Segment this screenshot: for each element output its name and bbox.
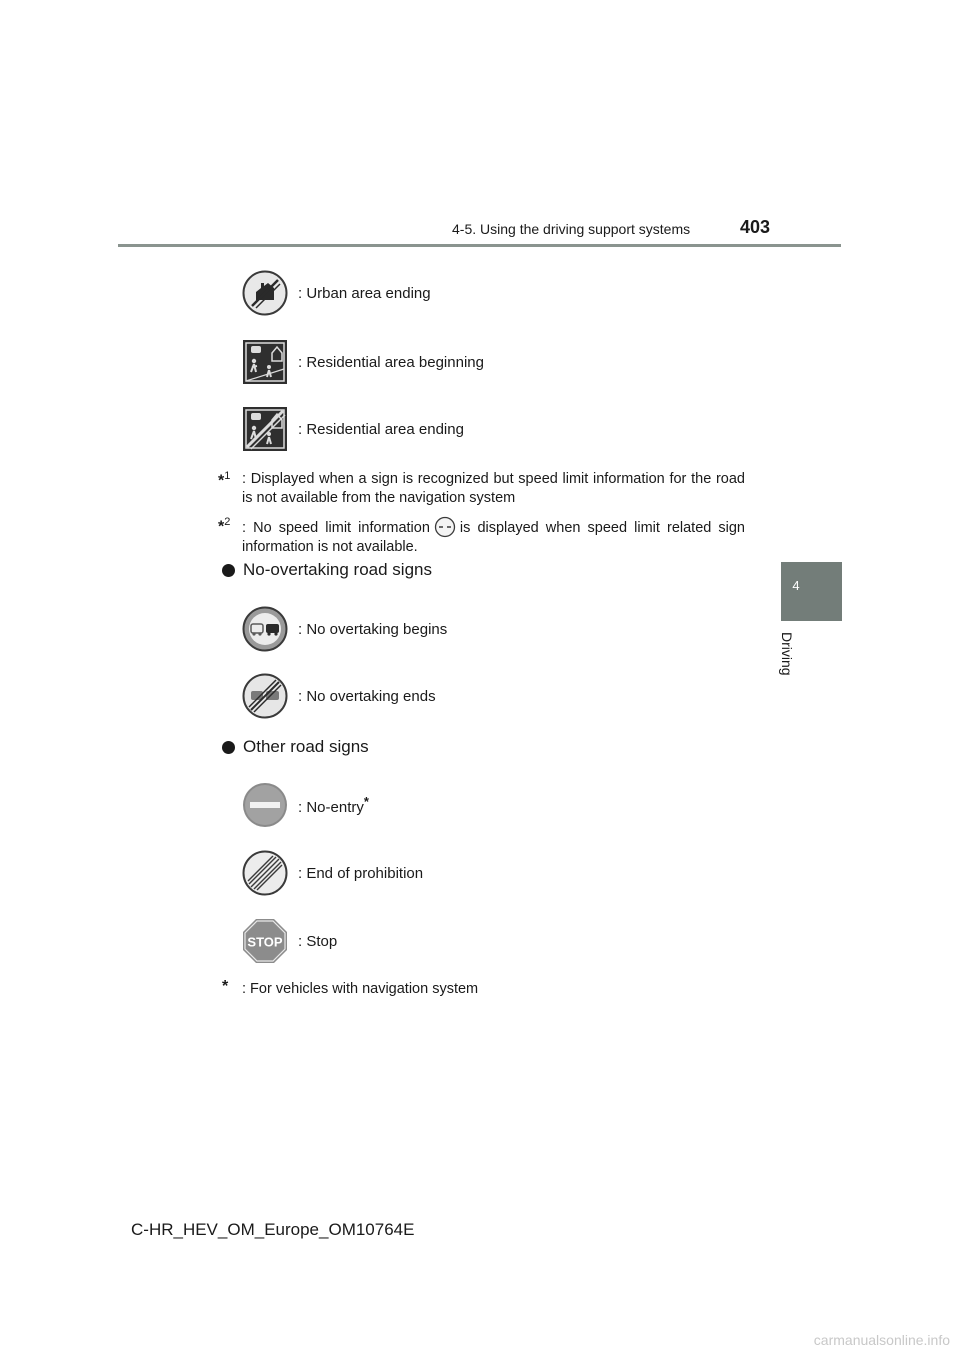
section-title: 4-5. Using the driving support systems (452, 221, 691, 237)
sign-label: : Stop (298, 932, 338, 950)
header-divider (118, 244, 841, 247)
no-entry-sign-icon (242, 782, 288, 828)
note-2 (218, 516, 745, 557)
note-mark: *$^2$ (218, 516, 231, 536)
chapter-number: 4 (792, 578, 800, 593)
chapter-label: Driving (779, 632, 795, 676)
end-of-prohibition-sign-icon (242, 850, 288, 896)
note-text: : No speed limit information is displayed when speed limit related sign information is not available. (242, 516, 745, 557)
footnote-text: : For vehicles with navigation system (242, 981, 479, 997)
sign-label: : Urban area ending (298, 284, 431, 302)
sign-label: : End of prohibition (298, 864, 424, 882)
bullet-icon (222, 741, 235, 754)
footnote-mark: * (222, 978, 229, 995)
sign-label: : Residential area ending (298, 420, 464, 438)
sign-row-no-overtaking-ends (242, 673, 436, 719)
sign-row-residential-area-ending (242, 406, 464, 452)
sign-row-residential-area-beginning (242, 339, 484, 385)
sign-label: : No overtaking ends (298, 687, 436, 705)
sign-row-end-of-prohibition (242, 850, 423, 896)
note-mark: *$^1$ (218, 470, 231, 490)
page-number: 403 (740, 217, 771, 237)
watermark: carmanualsonline.info (813, 1332, 950, 1348)
sign-label: : No-entry* (298, 794, 369, 816)
note-1 (218, 470, 745, 508)
sign-row-no-entry (242, 782, 369, 828)
sign-row-stop (242, 918, 337, 964)
residential-area-ending-sign-icon (242, 406, 288, 452)
no-speed-limit-info-icon (434, 516, 456, 538)
no-overtaking-ends-sign-icon (242, 673, 288, 719)
section-heading-no-overtaking: No-overtaking road signs (222, 560, 432, 580)
section-heading-other-road-signs: Other road signs (222, 737, 369, 757)
bullet-icon (222, 564, 235, 577)
sign-row-no-overtaking-begins (242, 606, 447, 652)
no-overtaking-begins-sign-icon (242, 606, 288, 652)
note-text: : Displayed when a sign is recognized but speed limit information for the road is not available from the navigation system (242, 471, 745, 506)
stop-sign-icon (242, 918, 288, 964)
sign-row-urban-area-ending (242, 270, 431, 316)
svg-text:STOP: STOP (247, 934, 283, 950)
footnote-marker: * (363, 794, 369, 809)
sign-label: : Residential area beginning (298, 353, 484, 371)
document-code: C-HR_HEV_OM_Europe_OM10764E (131, 1220, 415, 1239)
footnote (222, 980, 749, 999)
sign-label: : No overtaking begins (298, 620, 448, 638)
urban-area-ending-sign-icon (242, 270, 288, 316)
residential-area-beginning-sign-icon (242, 339, 288, 385)
